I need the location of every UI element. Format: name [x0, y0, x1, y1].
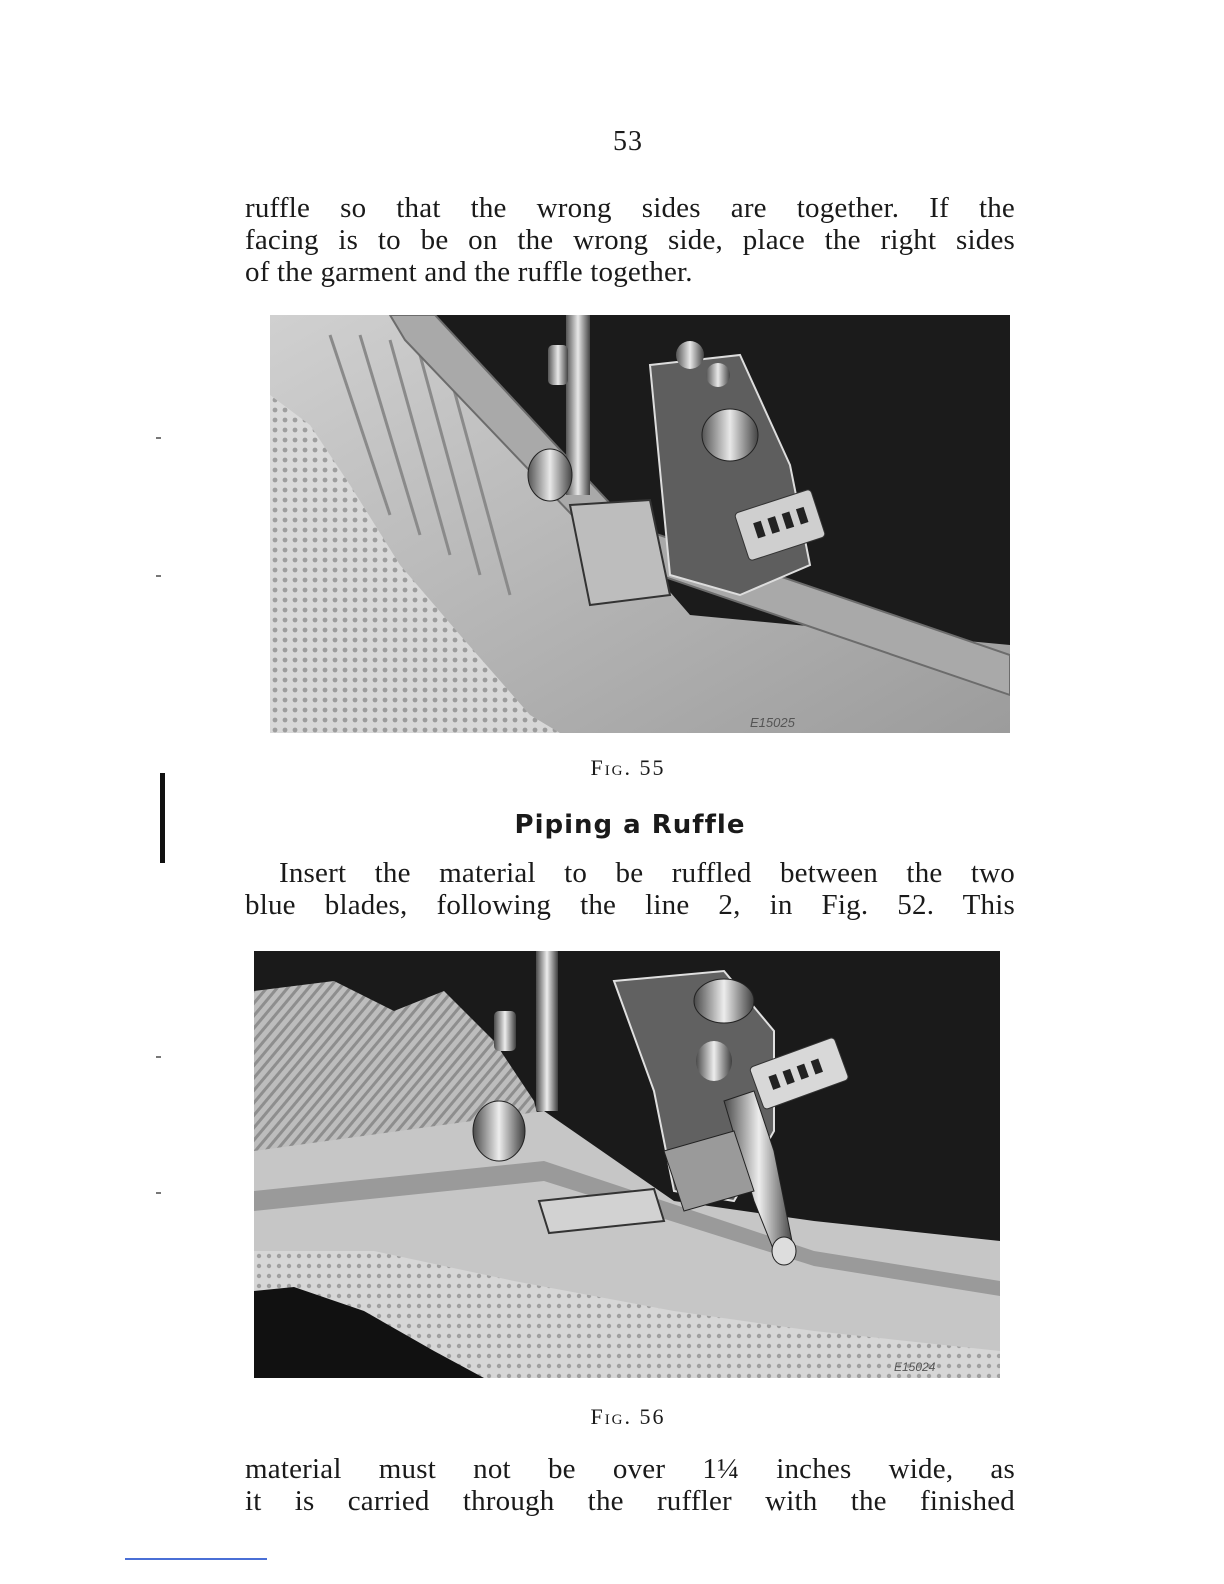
margin-speck [156, 1192, 161, 1194]
figure-stamp: E15024 [894, 1360, 936, 1374]
text-line: it is carried through the ruffler with the finished [245, 1485, 1015, 1517]
text-line: ruffle so that the wrong sides are together. If the [245, 192, 1015, 224]
text-line: blue blades, following the line 2, in Fig. 52. This [245, 889, 1015, 921]
section-paragraph [245, 857, 1015, 921]
text-line: material must not be over 1¼ inches wide, as [245, 1453, 1015, 1485]
margin-speck [156, 575, 161, 577]
ruffler-attachment-photo-55 [270, 315, 1010, 733]
text-line: of the garment and the ruffle together. [245, 256, 693, 288]
margin-speck [156, 437, 161, 439]
page-number: 53 [613, 126, 643, 157]
text-line: facing is to be on the wrong side, place the right sides [245, 224, 1015, 256]
figure-56-caption: Fig. 56 [590, 1404, 666, 1429]
bottom-paragraph [245, 1453, 1015, 1517]
figure-55-caption: Fig. 55 [590, 755, 666, 780]
ruffler-attachment-photo-56 [254, 951, 1000, 1378]
figure-stamp: E15025 [750, 715, 795, 730]
figure-55-photo [270, 315, 1010, 733]
section-heading: Piping a Ruffle [514, 810, 746, 840]
margin-speck [156, 1056, 161, 1058]
top-paragraph [245, 192, 1015, 288]
text-line: Insert the material to be ruffled between the two [279, 857, 1015, 889]
figure-56-photo [254, 951, 1000, 1378]
footer-rule [125, 1558, 267, 1560]
